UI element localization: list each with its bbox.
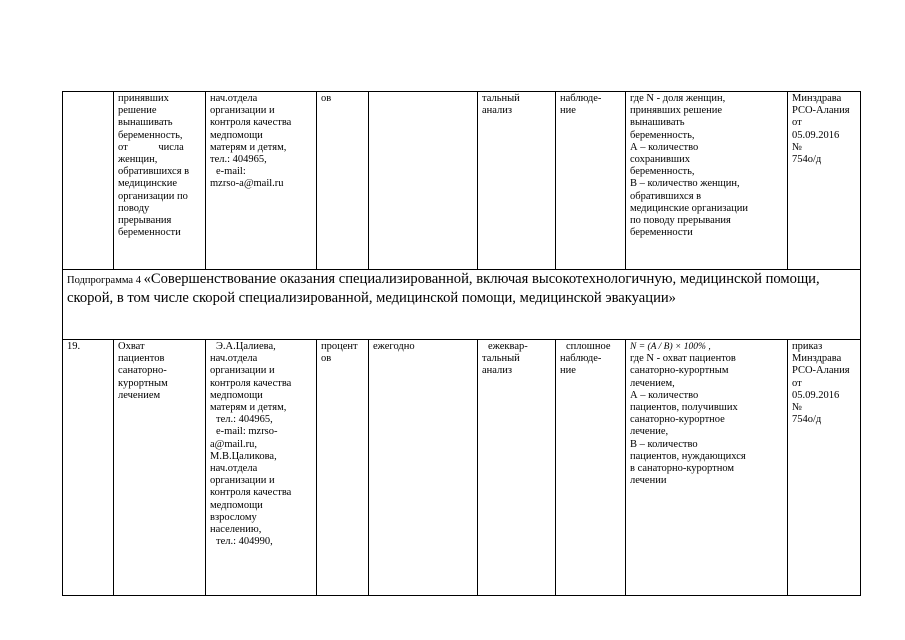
cell-unit: процент ов [317,340,369,596]
subprogram-title: «Совершенствование оказания специализированной, включая высокотехнологичную, медицинской помощи, скорой, в том числе скорой специализированной, медицинской помощи, медицинской эвакуации» [67,271,820,306]
cell-indicator: принявших решение вынашивать беременность, от числа женщин, обратившихся в медицинские организации по поводу прерывания беременности [114,92,206,270]
cell-observation: наблюде- ние [556,92,626,270]
cell-method: ежеквар- тальный анализ [478,340,556,596]
cell-frequency [369,92,478,270]
subprogram-heading [63,270,861,340]
cell-method: тальный анализ [478,92,556,270]
cell-responsible: нач.отдела организации и контроля качества медпомощи матерям и детям, тел.: 404965, e-mail: mzrso-a@mail.ru [206,92,317,270]
cell-num: 19. [63,340,114,596]
table-row-continued [63,92,861,270]
table-row-19 [63,340,861,596]
subprogram-prefix: Подпрограмма 4 [67,275,144,286]
cell-responsible: Э.А.Цалиева, нач.отдела организации и контроля качества медпомощи матерям и детям, тел.: 404965, e-mail: mzrso- a@mail.ru, М.В.Цаликова, нач.отдела организации и контроля качества медпомощи взрослому населению, тел.: 404990, [206,340,317,596]
subprogram-row [63,270,861,340]
cell-indicator: Охват пациентов санаторно- курортным лечением [114,340,206,596]
cell-source: приказ Минздрава РСО-Алания от 05.09.2016 № 754о/д [788,340,861,596]
formula-expression: N = (A / B) × 100% , [630,342,711,352]
cell-source: Минздрава РСО-Алания от 05.09.2016 № 754о/д [788,92,861,270]
cell-unit: ов [317,92,369,270]
cell-observation: сплошное наблюде- ние [556,340,626,596]
cell-formula: где N - доля женщин, принявших решение вынашивать беременность, А – количество сохранивших беременность, В – количество женщин, обратившихся в медицинские организации по поводу прерывания беременности [626,92,788,270]
cell-num [63,92,114,270]
indicator-table [62,91,861,596]
cell-frequency: ежегодно [369,340,478,596]
cell-formula: N = (A / B) × 100% , где N - охват пациентов санаторно-курортным лечением, А – количество пациентов, получивших санаторно-курортное лечение, В – количество пациентов, нуждающихся в санаторно-курортном лечении [626,340,788,596]
